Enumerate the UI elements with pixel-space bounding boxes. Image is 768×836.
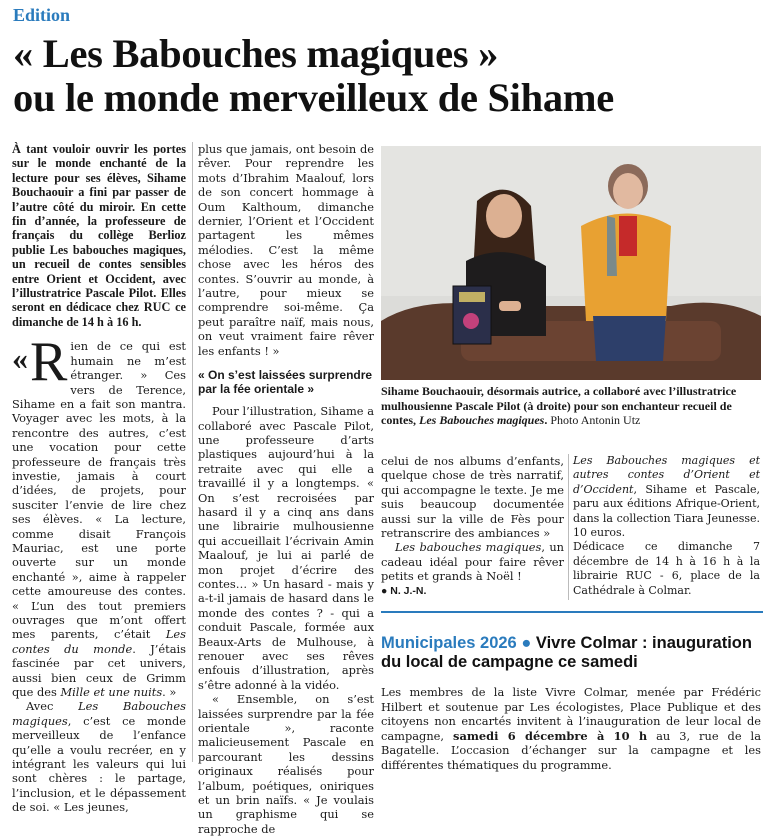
brief-kicker: Municipales 2026 bbox=[381, 634, 517, 652]
book-info: Les Babouches magiques et autres contes d’Orient et d’Occident, Sihame et Pascale, paru aux éditions Afrique-Orient, dans la collection Tiara Jeunesse. 10 euros. bbox=[573, 454, 760, 540]
lead-paragraph: À tant vouloir ouvrir les portes sur le monde enchanté de la lecture pour ses élèves, Sihame Bouchaouir a fini par passer de l’autre côté du miroir. En cette fin d’année, la professeure de français du collège Berlioz publie Les babouches magiques, un recueil de contes sensibles entre Orient et Occident, avec l’illustratrice Pascale Pilot. Elles seront en dédicace chez RUC ce dimanche de 14 h à 16 h. bbox=[12, 142, 186, 329]
body-intro bbox=[12, 331, 186, 700]
body-paragraph-2: Avec Les Babouches magiques, c’est ce monde merveilleux de l’enfance qu’elle a voulu recréer, en y intégrant les valeurs qui lui sont chères : le partage, l’inclusion, et le dépassement de soi. « Les jeunes, bbox=[12, 699, 186, 815]
body-paragraph-7: Les babouches magiques, un cadeau idéal pour faire rêver petits et grands à Noël ! bbox=[381, 540, 564, 584]
body-paragraph-4: Pour l’illustration, Sihame a collaboré avec Pascale Pilot, une professeure d’arts plastiques aujourd’hui à la retraite avec qui elle a travaillé il y a longtemps. « On s’est recroisées par hasard il y a cinq ans dans une librairie mulhousienne qui accueillait l’écrivain Amin Maalouf, je lui ai parlé de mon projet d’écrire des contes… » Un hasard - mais y a-t-il jamais de hasard dans le monde des contes ? - qui a conduit Pascale, formée aux Beaux-Arts de Mulhouse, à renouer avec ses rêves enfouis d’illustration, après s’être adonné à la vidéo. bbox=[198, 404, 374, 692]
column-divider bbox=[192, 142, 193, 762]
article-photo bbox=[381, 146, 761, 380]
body-paragraph-5: « Ensemble, on s’est laissées surprendre par la fée orientale », raconte malicieusement Pascale en parcourant les dessins originaux réalisés pour l’album, poétiques, oniriques et un brin naïfs. « Je voulais un graphisme qui se rapproche de bbox=[198, 692, 374, 836]
headline-line-1: « Les Babouches magiques » bbox=[13, 31, 499, 76]
intertitle: « On s’est laissées surprendre par la fée orientale » bbox=[198, 368, 373, 397]
brief-body: Les membres de la liste Vivre Colmar, menée par Frédéric Hilbert et soutenue par Les écologistes, Place Publique et des citoyens non encartés invitent à l’inauguration de leur local de campagne, samedi 6 décembre à 10 h au 3, rue de la Bagatelle. L’occasion d’échanger sur la campagne et les différentes thématiques du programme. bbox=[381, 685, 761, 772]
headline bbox=[13, 32, 763, 120]
brief-headline bbox=[381, 634, 766, 672]
section-kicker: Edition bbox=[13, 5, 71, 25]
brief-top-rule bbox=[381, 611, 763, 613]
bullet-icon: ● bbox=[516, 634, 536, 652]
brief-title: Vivre Colmar : inauguration du local de campagne ce samedi bbox=[381, 634, 752, 671]
article-column-1 bbox=[12, 142, 186, 815]
photo-credit: Photo Antonin Utz bbox=[547, 413, 641, 428]
opening-quote-mark: « bbox=[12, 340, 28, 377]
author-signature: ● N. J.-N. bbox=[381, 584, 427, 597]
signing-info: Dédicace ce dimanche 7 décembre de 14 h à 16 h à la librairie RUC - 6, place de la Cathédrale à Colmar. bbox=[573, 540, 760, 597]
body-paragraph-6: celui de nos albums d’enfants, quelque chose de très narratif, qui accompagne le texte. Je me suis beaucoup documentée aussi sur la ville de Fès pour retranscrire des ambiances » bbox=[381, 454, 564, 541]
column-divider bbox=[568, 454, 569, 600]
body-paragraph-3: plus que jamais, ont besoin de rêver. Pour reprendre les mots d’Ibrahim Maalouf, lors de son concert hommage à Oum Kalthoum, dimanche dernier, l’Orient et l’Occident partagent les mêmes mélodies. C’est la même chose avec les héros des contes. S’ouvrir au monde, à l’autre, pour mieux se comprendre soi-même. Ça peut paraître naïf, mais nous, on veut vraiment faire rêver les enfants ! » bbox=[198, 142, 374, 358]
photo-illustration bbox=[381, 146, 761, 380]
photo-caption: Sihame Bouchaouir, désormais autrice, a collaboré avec l’illustratrice mulhousienne Pascale Pilot (à droite) pour son enchanteur recueil de contes, Les Babouches magiques. Photo Antonin Utz bbox=[381, 384, 737, 428]
headline-line-2: ou le monde merveilleux de Sihame bbox=[13, 75, 614, 120]
article-column-2 bbox=[198, 142, 374, 836]
body-paragraph-1: ien de ce qui est humain ne m’est étranger. » Ces vers de Terence, Sihame en a fait son mantra. Voyager avec les mots, à la rencontre des autres, c’est une vocation pour cette professeure de français très investie, jamais à court d’idées, de projets, pour susciter l’envie de lire chez ses élèves. « La lecture, comme disait François Mauriac, est une porte ouverte sur un monde enchanté », aime à rappeler cette amoureuse des contes. « L’un des tout premiers ouvrages que m’ont offert mes parents, c’était Les contes du monde. J’étais fascinée par cet univers, aussi bien ceux de Grimm que des Mille et une nuits. » bbox=[12, 339, 186, 700]
article-column-3 bbox=[381, 454, 564, 598]
book-info-box bbox=[573, 454, 760, 598]
drop-cap: R bbox=[30, 331, 68, 394]
